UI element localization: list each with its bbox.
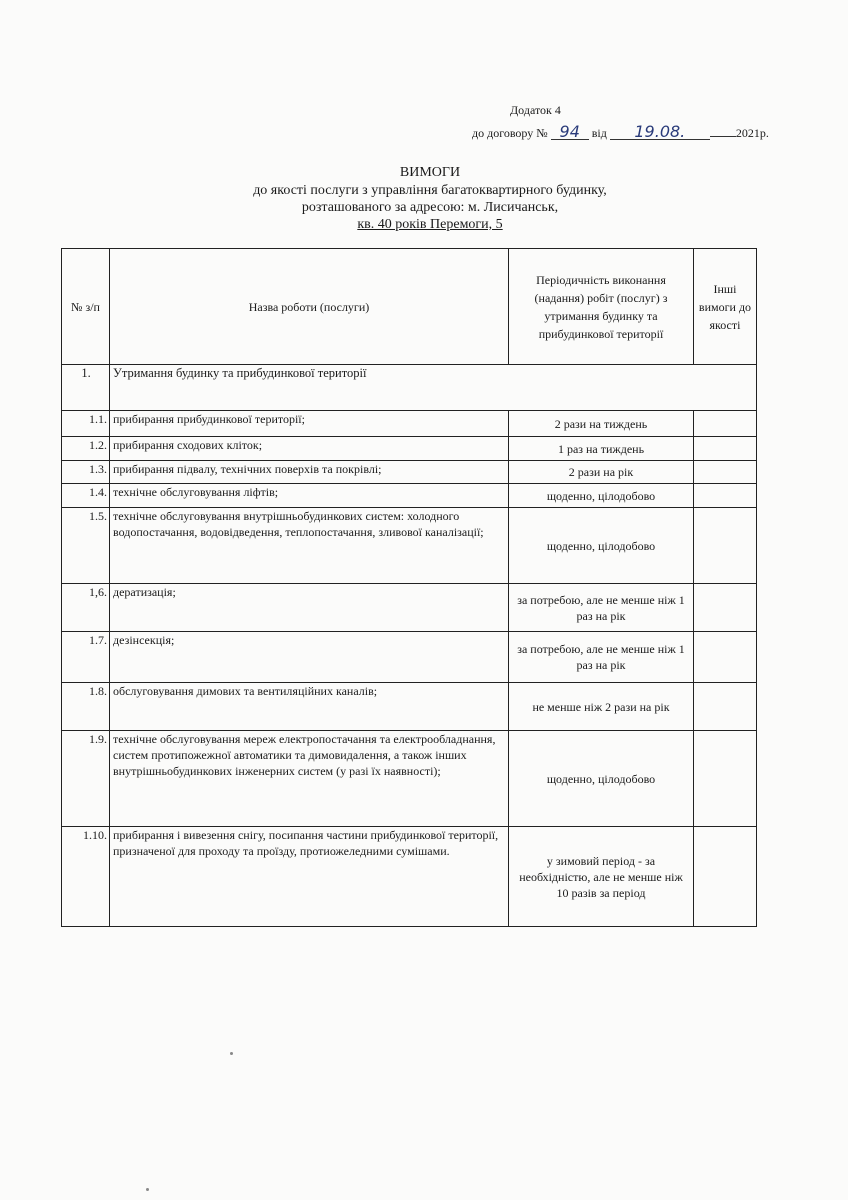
- row-other: [694, 683, 757, 731]
- row-other: [694, 508, 757, 584]
- row-other: [694, 484, 757, 508]
- row-periodicity: щоденно, цілодобово: [509, 508, 694, 584]
- row-name: прибирання підвалу, технічних поверхів та покрівлі;: [110, 461, 509, 484]
- contract-date: 19.08.: [610, 125, 710, 140]
- contract-prefix: до договору №: [472, 126, 548, 140]
- table-row: [62, 584, 757, 632]
- row-num: 1.9.: [62, 731, 110, 827]
- title-line-2: до якості послуги з управління багатоквартирного будинку,: [253, 183, 607, 198]
- row-num: 1,6.: [62, 584, 110, 632]
- row-num: 1.3.: [62, 461, 110, 484]
- table-row: [62, 683, 757, 731]
- row-num: 1.10.: [62, 827, 110, 927]
- table-row: [62, 461, 757, 484]
- row-other: [694, 411, 757, 437]
- table-row: [62, 437, 757, 461]
- row-num: 1.7.: [62, 632, 110, 683]
- title-line-3: розташованого за адресою: м. Лисичанськ,: [301, 200, 559, 215]
- table-header-row: [62, 249, 757, 365]
- row-num: 1.2.: [62, 437, 110, 461]
- row-periodicity: щоденно, цілодобово: [509, 484, 694, 508]
- row-name: прибирання сходових кліток;: [110, 437, 509, 461]
- header-other: Інші вимоги до якості: [694, 249, 757, 365]
- table-row: [62, 827, 757, 927]
- row-name: дератизація;: [110, 584, 509, 632]
- row-periodicity: за потребою, але не менше ніж 1 раз на рік: [509, 584, 694, 632]
- row-other: [694, 731, 757, 827]
- section-num: 1.: [62, 365, 110, 411]
- row-other: [694, 827, 757, 927]
- row-name: технічне обслуговування ліфтів;: [110, 484, 509, 508]
- table-row: [62, 731, 757, 827]
- row-periodicity: за потребою, але не менше ніж 1 раз на рік: [509, 632, 694, 683]
- header-num: № з/п: [62, 249, 110, 365]
- row-name: технічне обслуговування внутрішньобудинкових систем: холодного водопостачання, водовідведення, теплопостачання, зливової каналізації;: [110, 508, 509, 584]
- contract-line: [472, 124, 769, 141]
- document-title: [150, 164, 710, 233]
- title-address: кв. 40 років Перемоги, 5: [357, 217, 503, 232]
- table-row: [62, 411, 757, 437]
- row-num: 1.5.: [62, 508, 110, 584]
- row-name: обслуговування димових та вентиляційних каналів;: [110, 683, 509, 731]
- header-periodicity: Періодичність виконання (надання) робіт (послуг) з утримання будинку та прибудинкової території: [509, 249, 694, 365]
- title-main: ВИМОГИ: [399, 165, 461, 180]
- table-row: [62, 508, 757, 584]
- row-other: [694, 461, 757, 484]
- requirements-table: [61, 248, 757, 927]
- row-periodicity: у зимовий період - за необхідністю, але не менше ніж 10 разів за період: [509, 827, 694, 927]
- row-periodicity: щоденно, цілодобово: [509, 731, 694, 827]
- section-title: Утримання будинку та прибудинкової території: [110, 365, 757, 411]
- section-row: [62, 365, 757, 411]
- header-name: Назва роботи (послуги): [110, 249, 509, 365]
- year-suffix: 2021р.: [735, 126, 769, 140]
- annex-label: Додаток 4: [510, 103, 561, 117]
- table-row: [62, 632, 757, 683]
- scan-speck: [146, 1188, 149, 1191]
- date-blank-line: [710, 124, 736, 137]
- row-periodicity: 2 рази на тиждень: [509, 411, 694, 437]
- table-row: [62, 484, 757, 508]
- row-num: 1.4.: [62, 484, 110, 508]
- row-name: технічне обслуговування мереж електропостачання та електрообладнання, систем протипожежної автоматики та димовидалення, а також інших внутрішньобудинкових інженерних систем (у разі їх наявності);: [110, 731, 509, 827]
- row-name: прибирання прибудинкової території;: [110, 411, 509, 437]
- row-num: 1.1.: [62, 411, 110, 437]
- row-periodicity: 1 раз на тиждень: [509, 437, 694, 461]
- row-name: прибирання і вивезення снігу, посипання частини прибудинкової території, призначеної для проходу та проїзду, протиожеледними сумішами.: [110, 827, 509, 927]
- row-name: дезінсекція;: [110, 632, 509, 683]
- row-periodicity: 2 рази на рік: [509, 461, 694, 484]
- row-periodicity: не менше ніж 2 рази на рік: [509, 683, 694, 731]
- row-num: 1.8.: [62, 683, 110, 731]
- date-prefix: від: [591, 126, 607, 140]
- contract-number: 94: [551, 125, 589, 140]
- row-other: [694, 584, 757, 632]
- scan-speck: [230, 1052, 233, 1055]
- row-other: [694, 632, 757, 683]
- row-other: [694, 437, 757, 461]
